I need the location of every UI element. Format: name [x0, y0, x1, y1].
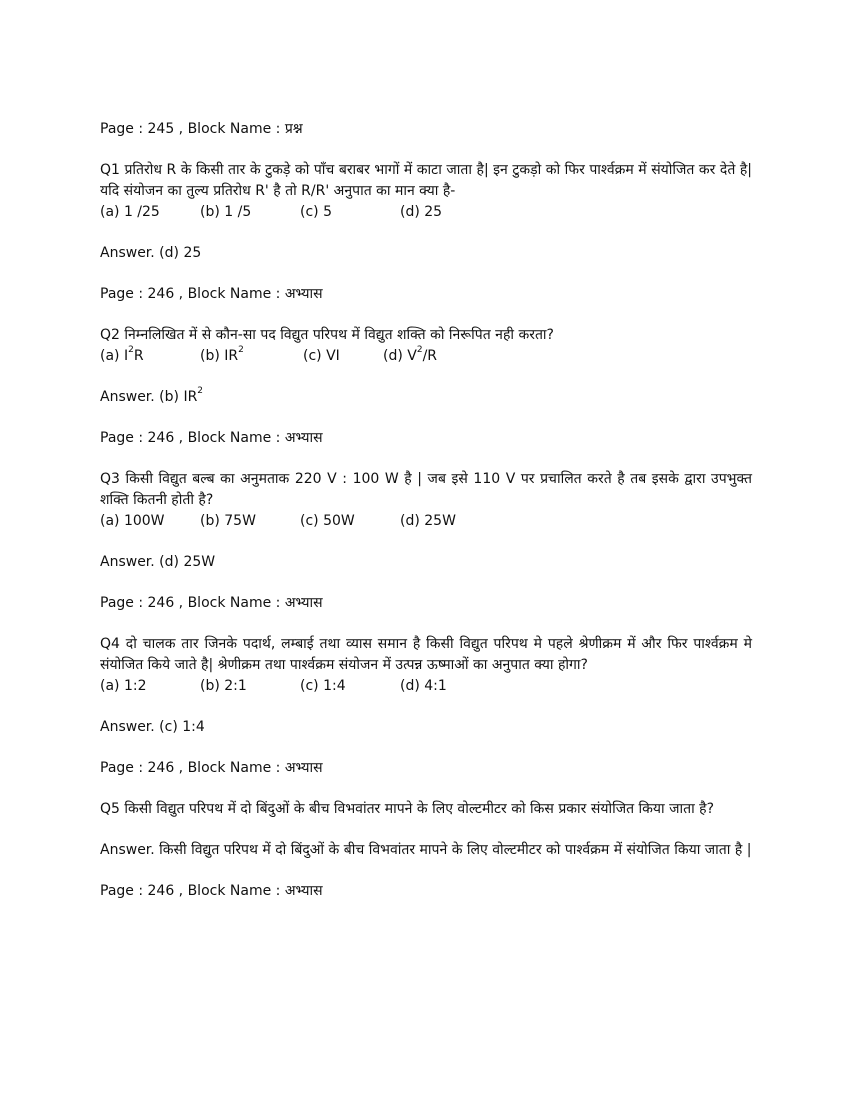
page-ref-6: Page : 246 , Block Name : अभ्यास — [100, 883, 323, 899]
question-3: Q3 किसी विद्युत बल्ब का अनुमताक 220 V : 100 W है | जब इसे 110 V पर प्रचालित करते है तब इसके द्वारा उपभुक्त शक्ति कितनी होती है? — [100, 471, 752, 508]
question-4: Q4 दो चालक तार जिनके पदार्थ, लम्बाई तथा व्यास समान है किसी विद्युत परिपथ मे पहले श्रेणीक्रम में और फिर पार्श्वक्रम मे संयोजित किये जाते है| श्रेणीक्रम तथा पार्श्वक्रम संयोजन में उत्पन्न ऊष्माओं का अनुपात क्या होगा? — [100, 636, 752, 673]
page-ref-4: Page : 246 , Block Name : अभ्यास — [100, 595, 323, 611]
answer-4: Answer. (c) 1:4 — [100, 719, 205, 735]
question-2: Q2 निम्नलिखित में से कौन-सा पद विद्युत परिपथ में विद्युत शक्ति को निरूपित नही करता? — [100, 327, 554, 343]
q2-option-a: (a) $I^2R$ — [100, 345, 144, 364]
q3-option-a: (a) 100W — [100, 513, 165, 529]
page-ref-1: Page : 245 , Block Name : प्रश्न — [100, 121, 303, 137]
answer-2: Answer. (b) $IR^2$ — [100, 386, 204, 405]
question-2-options — [100, 346, 752, 367]
q4-option-c: (c) 1:4 — [300, 678, 346, 694]
page-ref-2: Page : 246 , Block Name : अभ्यास — [100, 286, 323, 302]
q1-option-b: (b) 1 /5 — [200, 204, 252, 220]
q3-option-c: (c) 50W — [300, 513, 355, 529]
q4-option-b: (b) 2:1 — [200, 678, 247, 694]
question-4-options — [100, 676, 752, 697]
q1-option-a: (a) 1 /25 — [100, 204, 160, 220]
q4-option-d: (d) 4:1 — [400, 678, 447, 694]
question-5: Q5 किसी विद्युत परिपथ में दो बिंदुओं के बीच विभवांतर मापने के लिए वोल्टमीटर को किस प्रकार संयोजित किया जाता है? — [100, 801, 715, 817]
q3-option-b: (b) 75W — [200, 513, 256, 529]
q1-option-c: (c) 5 — [300, 204, 332, 220]
q1-option-d: (d) 25 — [400, 204, 443, 220]
question-1: Q1 प्रतिरोध R के किसी तार के टुकड़े को पाँच बराबर भागों में काटा जाता है| इन टुकड़ो को फिर पार्श्वक्रम में संयोजित कर देते है| यदि संयोजन का तुल्य प्रतिरोध R' है तो R/R' अनुपात का मान क्या है- — [100, 162, 752, 199]
page-ref-3: Page : 246 , Block Name : अभ्यास — [100, 430, 323, 446]
document-body — [100, 119, 752, 922]
page-ref-5: Page : 246 , Block Name : अभ्यास — [100, 760, 323, 776]
q4-option-a: (a) 1:2 — [100, 678, 147, 694]
q2-option-c: (c) VI — [303, 348, 340, 364]
answer-3: Answer. (d) 25W — [100, 554, 216, 570]
answer-1: Answer. (d) 25 — [100, 245, 202, 261]
question-3-options — [100, 511, 752, 532]
q3-option-d: (d) 25W — [400, 513, 456, 529]
question-1-options — [100, 202, 752, 223]
q2-option-d: (d) $V^2/R$ — [383, 345, 438, 364]
q2-option-b: (b) $IR^2$ — [200, 345, 244, 364]
answer-5: Answer. किसी विद्युत परिपथ में दो बिंदुओं के बीच विभवांतर मापने के लिए वोल्टमीटर को पार्श्वक्रम में संयोजित किया जाता है | — [100, 842, 752, 858]
